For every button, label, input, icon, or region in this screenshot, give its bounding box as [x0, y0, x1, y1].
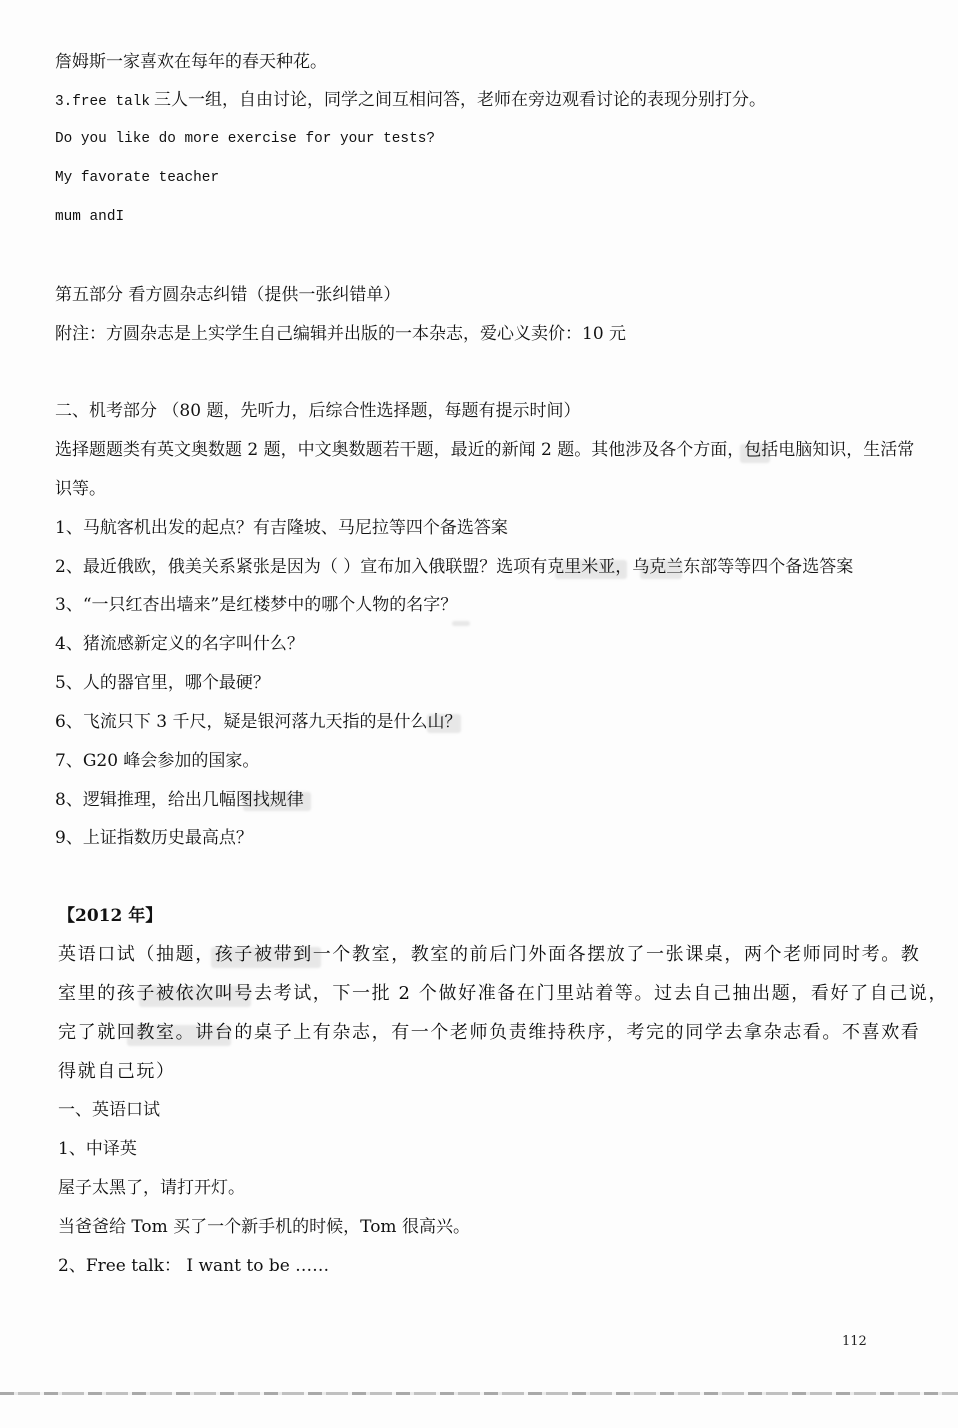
- computer-exam-intro-line: 识等。: [55, 478, 106, 499]
- topic-line: Do you like do more exercise for your tests?: [55, 131, 435, 148]
- free-talk-label: 3.free talk: [55, 94, 150, 111]
- sentence-line: 詹姆斯一家喜欢在每年的春天种花。: [55, 51, 327, 72]
- oral-exam-description-line: 得就自己玩）: [58, 1060, 176, 1082]
- question-item: 1、马航客机出发的起点？有吉隆坡、马尼拉等四个备选答案: [55, 517, 508, 538]
- year-heading: 【2012 年】: [58, 906, 163, 927]
- question-item: 8、逻辑推理，给出几幅图找规律: [55, 789, 304, 810]
- oral-exam-description-line: 英语口试（抽题，孩子被带到一个教室，教室的前后门外面各摆放了一张课桌，两个老师同时考。教: [58, 944, 921, 965]
- oral-exam-section-title: 一、英语口试: [58, 1100, 160, 1121]
- question-item: 7、G20 峰会参加的国家。: [55, 750, 260, 771]
- page-number: 112: [842, 1334, 867, 1349]
- translation-sentence: 当爸爸给 Tom 买了一个新手机的时候，Tom 很高兴。: [58, 1216, 470, 1237]
- document-body: [55, 43, 949, 1286]
- part5-note: 附注：方圆杂志是上实学生自己编辑并出版的一本杂志，爱心义卖价：10 元: [55, 323, 627, 344]
- question-item: 9、上证指数历史最高点？: [55, 828, 253, 849]
- topic-line: My favorate teacher: [55, 170, 220, 187]
- question-item: 5、人的器官里，哪个最硬？: [55, 673, 270, 694]
- computer-exam-title: 二、机考部分 （80 题，先听力，后综合性选择题，每题有提示时间）: [55, 401, 581, 422]
- translation-title: 1、中译英: [58, 1139, 137, 1160]
- question-item: 3、“一只红杏出墙来”是红楼梦中的哪个人物的名字？: [55, 595, 458, 616]
- oral-exam-description-line: 室里的孩子被依次叫号去考试，下一批 2 个做好准备在门里站着等。过去自己抽出题，看好了自己说，: [58, 982, 949, 1004]
- topic-line: mum andI: [55, 208, 125, 225]
- question-item: 6、飞流只下 3 千尺，疑是银河落九天指的是什么山？: [55, 711, 462, 732]
- translation-sentence: 屋子太黑了，请打开灯。: [58, 1178, 245, 1199]
- computer-exam-intro-line: 选择题题类有英文奥数题 2 题，中文奥数题若干题，最近的新闻 2 题。其他涉及各个方面，包括电脑知识，生活常: [55, 440, 915, 461]
- free-talk-description: 三人一组，自由讨论，同学之间互相问答，老师在旁边观看讨论的表现分别打分。: [154, 90, 766, 111]
- question-item: 2、最近俄欧，俄美关系紧张是因为（ ）宣布加入俄联盟？选项有克里米亚，乌克兰东部等等四个备选答案: [55, 556, 854, 577]
- free-talk-line: [55, 81, 935, 120]
- scan-edge-line: [0, 1392, 958, 1395]
- question-item: 4、猪流感新定义的名字叫什么？: [55, 634, 304, 655]
- part5-title: 第五部分 看方圆杂志纠错（提供一张纠错单）: [55, 284, 401, 305]
- free-talk-prompt: 2、Free talk： I want to be ……: [58, 1255, 330, 1276]
- oral-exam-description-line: 完了就回教室。讲台的桌子上有杂志，有一个老师负责维持秩序，考完的同学去拿杂志看。不喜欢看: [58, 1021, 921, 1043]
